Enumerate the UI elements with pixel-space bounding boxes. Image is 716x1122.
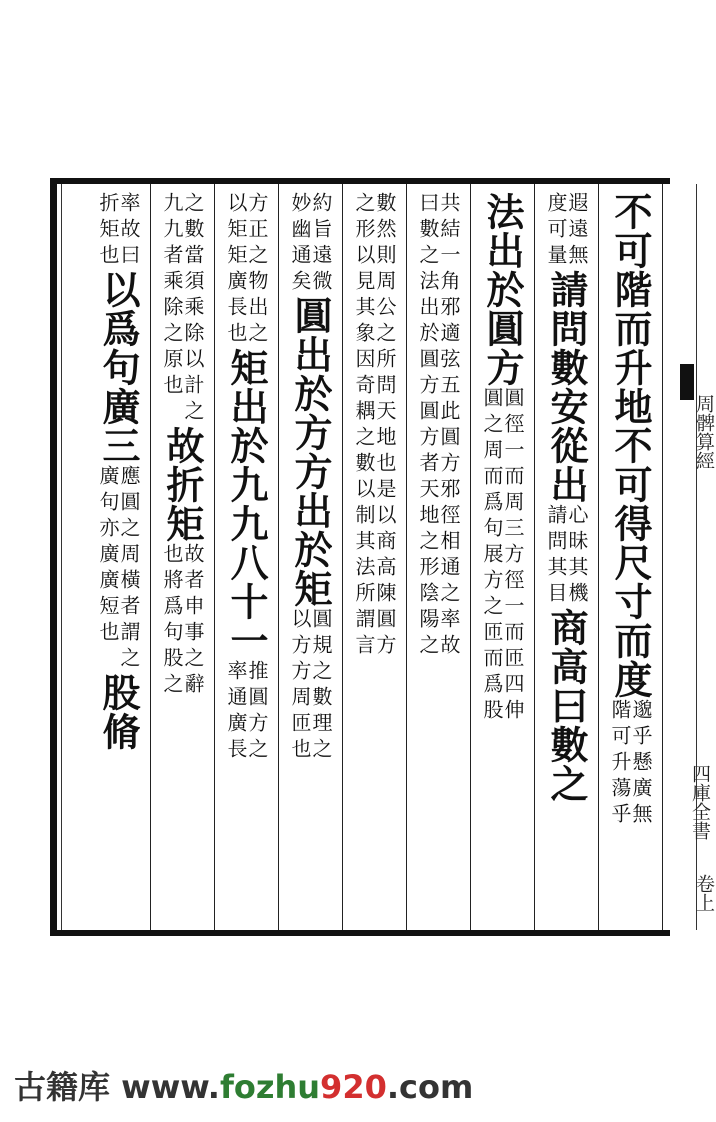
note-left: 請問其目 bbox=[544, 504, 568, 608]
url-suffix: .com bbox=[386, 1068, 474, 1106]
page-frame bbox=[50, 178, 715, 936]
text-column bbox=[214, 192, 278, 764]
note-right: 邈乎懸廣無 bbox=[629, 699, 653, 829]
commentary-note bbox=[481, 387, 523, 725]
note-right: 共結一角邪適弦五此圓方邪徑相通之率故 bbox=[437, 192, 461, 660]
main-text: 股脩 bbox=[96, 673, 141, 751]
note-left: 也將爲句股之 bbox=[160, 543, 184, 699]
note-right: 之數當須乘除以計之 bbox=[181, 192, 205, 426]
note-right: 方正之物出之 bbox=[245, 192, 269, 348]
frame-border-left bbox=[50, 178, 57, 936]
commentary-note bbox=[225, 660, 267, 764]
main-text: 請問數安從出 bbox=[544, 270, 589, 504]
url-prefix: www. bbox=[121, 1068, 220, 1106]
column-rule bbox=[342, 184, 343, 930]
frame-border-top bbox=[50, 178, 670, 184]
column-rule bbox=[662, 184, 663, 930]
commentary-note bbox=[417, 192, 459, 660]
note-left: 以矩矩廣長也 bbox=[224, 192, 248, 348]
commentary-note bbox=[609, 699, 651, 829]
text-column bbox=[534, 192, 598, 803]
note-left: 廣句亦廣廣短也 bbox=[96, 465, 120, 647]
margin-volume: 卷上 bbox=[693, 874, 715, 912]
note-left: 階可升蕩乎 bbox=[608, 699, 632, 829]
site-watermark bbox=[14, 1062, 534, 1110]
note-left: 圓之周而爲句展方之匝而爲股 bbox=[480, 387, 504, 725]
commentary-note bbox=[97, 192, 139, 270]
column-rule bbox=[406, 184, 407, 930]
page-margin-strip bbox=[670, 184, 716, 930]
main-text: 商高曰數之 bbox=[544, 608, 589, 803]
main-text: 法出於圓方 bbox=[480, 192, 525, 387]
main-text: 圓出於方方出於矩 bbox=[288, 296, 333, 608]
main-text: 以爲句廣三 bbox=[96, 270, 141, 465]
column-rule bbox=[470, 184, 471, 930]
commentary-note bbox=[97, 465, 139, 673]
url-mid: fozhu bbox=[219, 1068, 321, 1106]
note-left: 之形以見其象因奇耦之數以制其法所謂言 bbox=[352, 192, 376, 660]
frame-inner-line bbox=[61, 184, 62, 930]
text-column bbox=[278, 192, 342, 764]
main-text: 矩出於九九八十一 bbox=[224, 348, 269, 660]
note-left: 曰數之法出於圓方圓方者天地之形陰陽之 bbox=[416, 192, 440, 660]
note-left: 率通廣長 bbox=[224, 660, 248, 764]
note-left: 九九者乘除之原也 bbox=[160, 192, 184, 400]
note-right: 遐遠無 bbox=[565, 192, 589, 270]
text-column bbox=[342, 192, 406, 660]
commentary-note bbox=[161, 192, 203, 426]
text-column bbox=[86, 192, 150, 751]
note-right: 約旨遠微 bbox=[309, 192, 333, 296]
margin-book-title: 周髀算經 bbox=[693, 394, 715, 470]
note-left: 度可量 bbox=[544, 192, 568, 270]
note-right: 圓徑一而周三方徑一而匝四伸 bbox=[501, 387, 525, 725]
margin-fishtail-mark bbox=[680, 364, 694, 400]
frame-border-bottom bbox=[50, 930, 670, 936]
note-right: 率故曰 bbox=[117, 192, 141, 270]
url-number: 920 bbox=[320, 1068, 387, 1106]
note-right: 故者申事之辭 bbox=[181, 543, 205, 699]
text-column bbox=[598, 192, 662, 829]
main-text: 故折矩 bbox=[160, 426, 205, 543]
column-rule bbox=[150, 184, 151, 930]
margin-collection-title: 四庫全書 bbox=[689, 764, 711, 840]
commentary-note bbox=[289, 192, 331, 296]
commentary-note bbox=[289, 608, 331, 764]
column-rule bbox=[534, 184, 535, 930]
note-right: 應圓之周橫者謂之 bbox=[117, 465, 141, 673]
commentary-note bbox=[545, 192, 587, 270]
main-text: 不可階而升地不可得尺寸而度 bbox=[608, 192, 653, 699]
note-right: 推圓方之 bbox=[245, 660, 269, 764]
commentary-note bbox=[225, 192, 267, 348]
commentary-note bbox=[545, 504, 587, 608]
text-column bbox=[470, 192, 534, 725]
note-left: 折矩也 bbox=[96, 192, 120, 270]
text-column bbox=[406, 192, 470, 660]
note-left: 以方方周匝也 bbox=[288, 608, 312, 764]
site-name: 古籍库 bbox=[14, 1068, 111, 1106]
note-right: 圓規之數理之 bbox=[309, 608, 333, 764]
column-rule bbox=[278, 184, 279, 930]
note-right: 心昧其機 bbox=[565, 504, 589, 608]
note-left: 妙幽通矣 bbox=[288, 192, 312, 296]
note-right: 數然則周公之所問天地也是以商高陳圓方 bbox=[373, 192, 397, 660]
commentary-note bbox=[353, 192, 395, 660]
text-column bbox=[150, 192, 214, 699]
commentary-note bbox=[161, 543, 203, 699]
column-rule bbox=[214, 184, 215, 930]
column-rule bbox=[598, 184, 599, 930]
